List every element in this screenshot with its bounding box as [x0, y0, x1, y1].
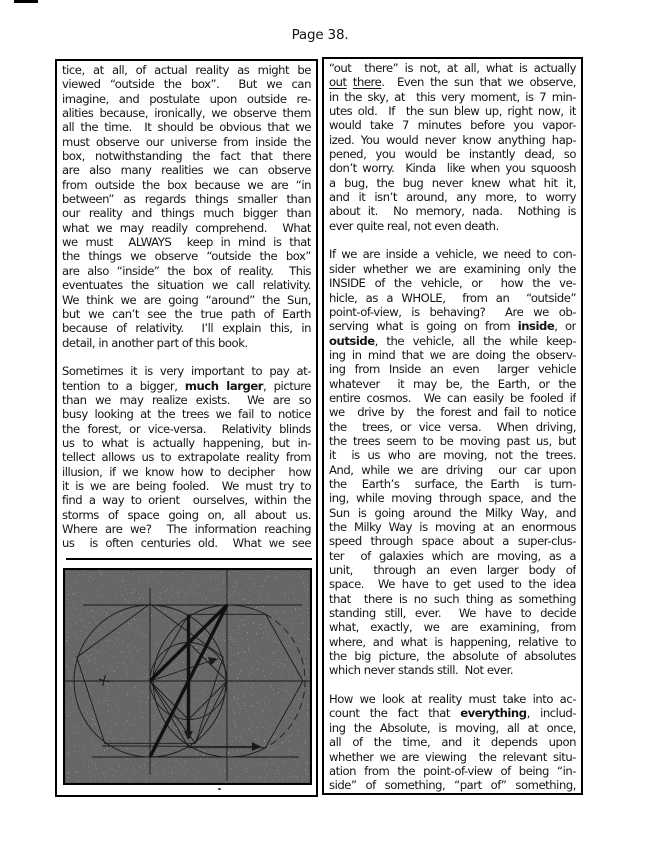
paragraph	[329, 692, 576, 792]
text-line: because of relativity. I’ll explain this, in	[62, 321, 311, 336]
text-line: find a way to orient ourselves, within the	[62, 493, 311, 508]
text-line: we drive by the forest and fail to notice	[329, 405, 576, 420]
text-line: storms of space going on, all about us.	[62, 507, 311, 522]
section-divider	[66, 558, 312, 560]
geometry-figure	[63, 568, 312, 785]
text-line: than we may realize exists. We are so	[62, 392, 311, 407]
text-line: serving what is going on from inside, or	[329, 319, 576, 334]
text-line: illusion, if we know how to decipher how	[62, 464, 311, 479]
text-line: don’t worry. Kinda like when you squoosh	[329, 161, 576, 176]
geometry-figure-svg	[63, 568, 312, 785]
text-line: tellect allows us to extrapolate reality from	[62, 450, 311, 465]
text-line: point-of-view, is behaving? Are we ob-	[329, 304, 576, 319]
text-line: the big picture, the absolute of absolutes	[329, 649, 576, 664]
text-line: where, and what is happening, relative to	[329, 634, 576, 649]
text-line: us is often centuries old. What we see	[62, 536, 311, 551]
paragraph	[62, 364, 311, 550]
text-line: ing from Inside an even larger vehicle	[329, 362, 576, 377]
text-line: are also many realities we can observe	[62, 163, 311, 178]
text-line: all of the time, and it depends upon	[329, 735, 576, 750]
text-line: alities because, ironically, we observe them	[62, 106, 311, 121]
text-line: Sometimes it is very important to pay at-	[62, 364, 311, 379]
text-line: the Earth’s surface, the Earth is turn-	[329, 476, 576, 491]
text-line: the trees, or vice versa. When driving,	[329, 419, 576, 434]
text-line: hicle, as a WHOLE, from an “outside”	[329, 290, 576, 305]
text-line: Sun is going around the Milky Way, and	[329, 505, 576, 520]
text-line: a bug, the bug never knew what hit it,	[329, 175, 576, 190]
text-line: utes old. If the sun blew up, right now, it	[329, 104, 576, 119]
text-line: side” of something, “part of” something,	[329, 778, 576, 793]
text-line: us to what is actually happening, but in-	[62, 435, 311, 450]
text-line: ing, while moving through space, and the	[329, 491, 576, 506]
text-line: from outside the box because we are “in	[62, 177, 311, 192]
text-line: INSIDE of the vehicle, or how the ve-	[329, 276, 576, 291]
text-line: space. We have to get used to the idea	[329, 577, 576, 592]
text-line: whether we are viewing the relevant situ-	[329, 749, 576, 764]
right-column-text	[329, 61, 576, 793]
text-line: viewed “outside the box”. But we can	[62, 77, 311, 92]
text-line: all the time. It should be obvious that we	[62, 120, 311, 135]
page-header: Page 38.	[291, 27, 349, 43]
text-line: which never stands still. Not ever.	[329, 663, 514, 678]
text-line: ter of galaxies which are moving, as a	[329, 548, 576, 563]
text-line: it is us who are moving, not the trees.	[329, 448, 576, 463]
text-line: ing the Absolute, is moving, all at once,	[329, 720, 576, 735]
text-line: would take 7 minutes before you vapor-	[329, 118, 576, 133]
text-line: imagine, and postulate upon outside re-	[62, 91, 311, 106]
text-line: eventuates the situation we call relativity.	[62, 278, 311, 293]
text-line: We think we are going “around” the Sun,	[62, 292, 311, 307]
text-line: Where are we? The information reaching	[62, 522, 311, 536]
text-line: and it isn’t around, any more, to worry	[329, 190, 576, 205]
scan-artifact	[14, 0, 38, 3]
text-line: the Milky Way is moving at an enormous	[329, 520, 576, 534]
text-line: it is we are being fooled. We must try to	[62, 478, 311, 493]
text-line: our reality and things much bigger than	[62, 206, 311, 221]
bottom-construction-arrow	[102, 746, 259, 747]
text-line: detail, in another part of this book.	[62, 335, 248, 350]
right-column	[322, 57, 583, 795]
text-line: tice, at all, of actual reality as might be	[62, 63, 311, 77]
text-line: that there is no such thing as something	[329, 591, 576, 606]
text-line: standing still, ever. We have to decide	[329, 606, 576, 621]
text-line: If we are inside a vehicle, we need to con-	[329, 247, 576, 262]
text-line: count the fact that everything, includ-	[329, 706, 576, 721]
text-line: we must ALWAYS keep in mind is that	[62, 235, 311, 250]
text-line: pened, you would be instantly dead, so	[329, 147, 576, 162]
paragraph	[329, 247, 576, 677]
text-line: between” as regards things smaller than	[62, 192, 311, 207]
text-line: outside, the vehicle, all the while keep-	[329, 333, 576, 348]
text-line: ever quite real, not even death.	[329, 218, 499, 233]
text-line: out there. Even the sun that we observe,	[329, 75, 576, 90]
text-line: are also “inside” the box of reality. This	[62, 263, 311, 278]
text-line: ation from the point-of-view of being “in-	[329, 763, 576, 778]
text-line: in the sky, at this very moment, is 7 min-	[329, 89, 576, 104]
left-column	[55, 59, 318, 797]
text-line: ing in mind that we are doing the observ-	[329, 347, 576, 362]
left-column-text	[62, 63, 311, 551]
text-line: speed through space about a super-clus-	[329, 534, 576, 549]
text-line: How we look at reality must take into ac-	[329, 692, 576, 707]
text-line: And, while we are driving our car upon	[329, 462, 576, 477]
text-line: tention to a bigger, much larger, picture	[62, 378, 311, 393]
text-line: entire cosmos. We can easily be fooled if	[329, 390, 576, 405]
text-line: “out there” is not, at all, what is actually	[329, 61, 576, 75]
stray-dot	[218, 788, 221, 790]
paragraph	[329, 61, 576, 233]
text-line: the trees seem to be moving past us, but	[329, 433, 576, 448]
text-line: unit, through an even larger body of	[329, 563, 576, 578]
paragraph	[62, 63, 311, 350]
text-line: box, notwithstanding the fact that there	[62, 149, 311, 164]
text-line: what we may readily comprehend. What	[62, 220, 311, 235]
text-line: about it. No memory, nada. Nothing is	[329, 204, 576, 219]
text-line: the forest, or vice-versa. Relativity blinds	[62, 421, 311, 436]
text-line: but we can’t see the true path of Earth	[62, 306, 311, 321]
text-line: must observe our universe from inside the	[62, 134, 311, 149]
text-line: busy looking at the trees we fail to notice	[62, 407, 311, 422]
text-line: what, exactly, we are examining, from	[329, 620, 576, 635]
text-line: ized. You would never know anything hap-	[329, 132, 576, 147]
text-line: the things we observe “outside the box”	[62, 249, 311, 264]
text-line: whatever it may be, the Earth, or the	[329, 376, 576, 391]
text-line: sider whether we are examining only the	[329, 261, 576, 276]
